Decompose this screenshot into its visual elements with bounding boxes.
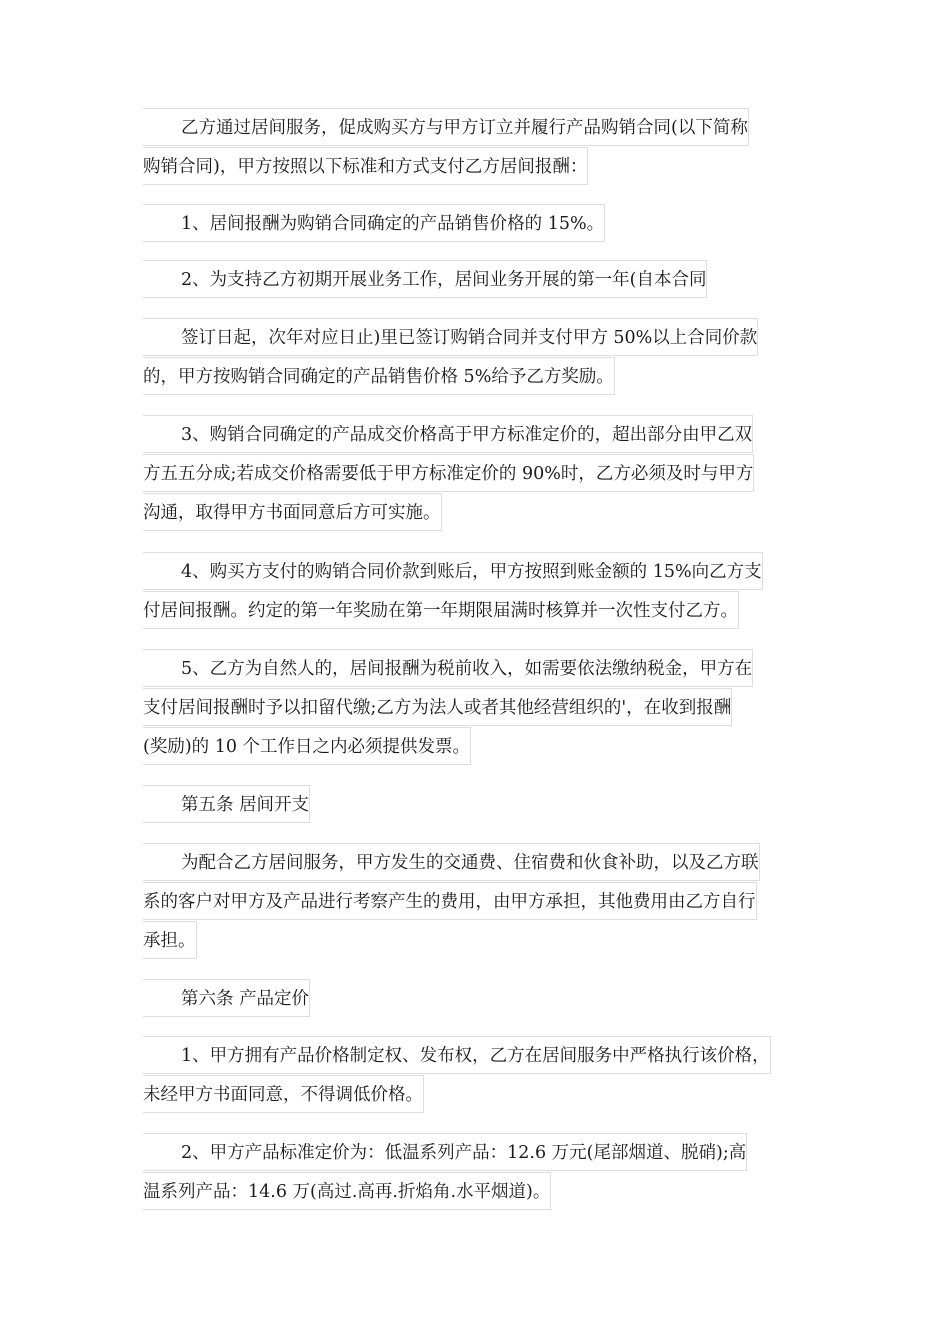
text-line: 3、购销合同确定的产品成交价格高于甲方标准定价的，超出部分由甲乙双 bbox=[143, 415, 753, 453]
text-line: 为配合乙方居间服务，甲方发生的交通费、住宿费和伙食补助，以及乙方联 bbox=[143, 843, 760, 881]
paragraph-item-1 bbox=[143, 204, 808, 243]
text-line: 付居间报酬。约定的第一年奖励在第一年期限届满时核算并一次性支付乙方。 bbox=[143, 591, 739, 629]
paragraph-article-5-body bbox=[143, 843, 808, 960]
text-line: 签订日起，次年对应日止)里已签订购销合同并支付甲方 50%以上合同价款 bbox=[143, 318, 758, 356]
text-line: 支付居间报酬时予以扣留代缴;乙方为法人或者其他经营组织的'，在收到报酬 bbox=[143, 688, 732, 726]
article-5-heading bbox=[143, 785, 808, 824]
paragraph-pricing-1 bbox=[143, 1036, 808, 1114]
text-line: 2、为支持乙方初期开展业务工作，居间业务开展的第一年(自本合同 bbox=[143, 260, 707, 298]
paragraph-item-5 bbox=[143, 649, 808, 766]
paragraph-item-2a bbox=[143, 260, 808, 299]
text-line: 未经甲方书面同意，不得调低价格。 bbox=[143, 1075, 424, 1113]
paragraph-item-3 bbox=[143, 415, 808, 532]
section-heading: 第六条 产品定价 bbox=[143, 979, 310, 1017]
paragraph-pricing-2 bbox=[143, 1133, 808, 1211]
text-line: 系的客户对甲方及产品进行考察产生的费用，由甲方承担，其他费用由乙方自行 bbox=[143, 882, 757, 920]
text-line: 沟通，取得甲方书面同意后方可实施。 bbox=[143, 493, 442, 531]
text-line: 温系列产品：14.6 万(高过.高再.折焰角.水平烟道)。 bbox=[143, 1172, 551, 1210]
text-line: 方五五分成;若成交价格需要低于甲方标准定价的 90%时，乙方必须及时与甲方 bbox=[143, 454, 754, 492]
text-line: 1、甲方拥有产品价格制定权、发布权，乙方在居间服务中严格执行该价格， bbox=[143, 1036, 771, 1074]
text-line: (奖励)的 10 个工作日之内必须提供发票。 bbox=[143, 727, 471, 765]
text-line: 乙方通过居间服务，促成购买方与甲方订立并履行产品购销合同(以下简称 bbox=[143, 108, 749, 146]
text-line: 4、购买方支付的购销合同价款到账后，甲方按照到账金额的 15%向乙方支 bbox=[143, 552, 763, 590]
paragraph-item-2b bbox=[143, 318, 808, 396]
text-line: 的，甲方按购销合同确定的产品销售价格 5%给予乙方奖励。 bbox=[143, 357, 615, 395]
section-heading: 第五条 居间开支 bbox=[143, 785, 310, 823]
text-line: 5、乙方为自然人的，居间报酬为税前收入，如需要依法缴纳税金，甲方在 bbox=[143, 649, 753, 687]
article-6-heading bbox=[143, 979, 808, 1018]
paragraph-item-4 bbox=[143, 552, 808, 630]
text-line: 承担。 bbox=[143, 921, 197, 959]
text-line: 购销合同)，甲方按照以下标准和方式支付乙方居间报酬： bbox=[143, 147, 588, 185]
text-line: 2、甲方产品标准定价为：低温系列产品：12.6 万元(尾部烟道、脱硝);高 bbox=[143, 1133, 747, 1171]
paragraph-intro bbox=[143, 108, 808, 186]
text-line: 1、居间报酬为购销合同确定的产品销售价格的 15%。 bbox=[143, 204, 605, 242]
